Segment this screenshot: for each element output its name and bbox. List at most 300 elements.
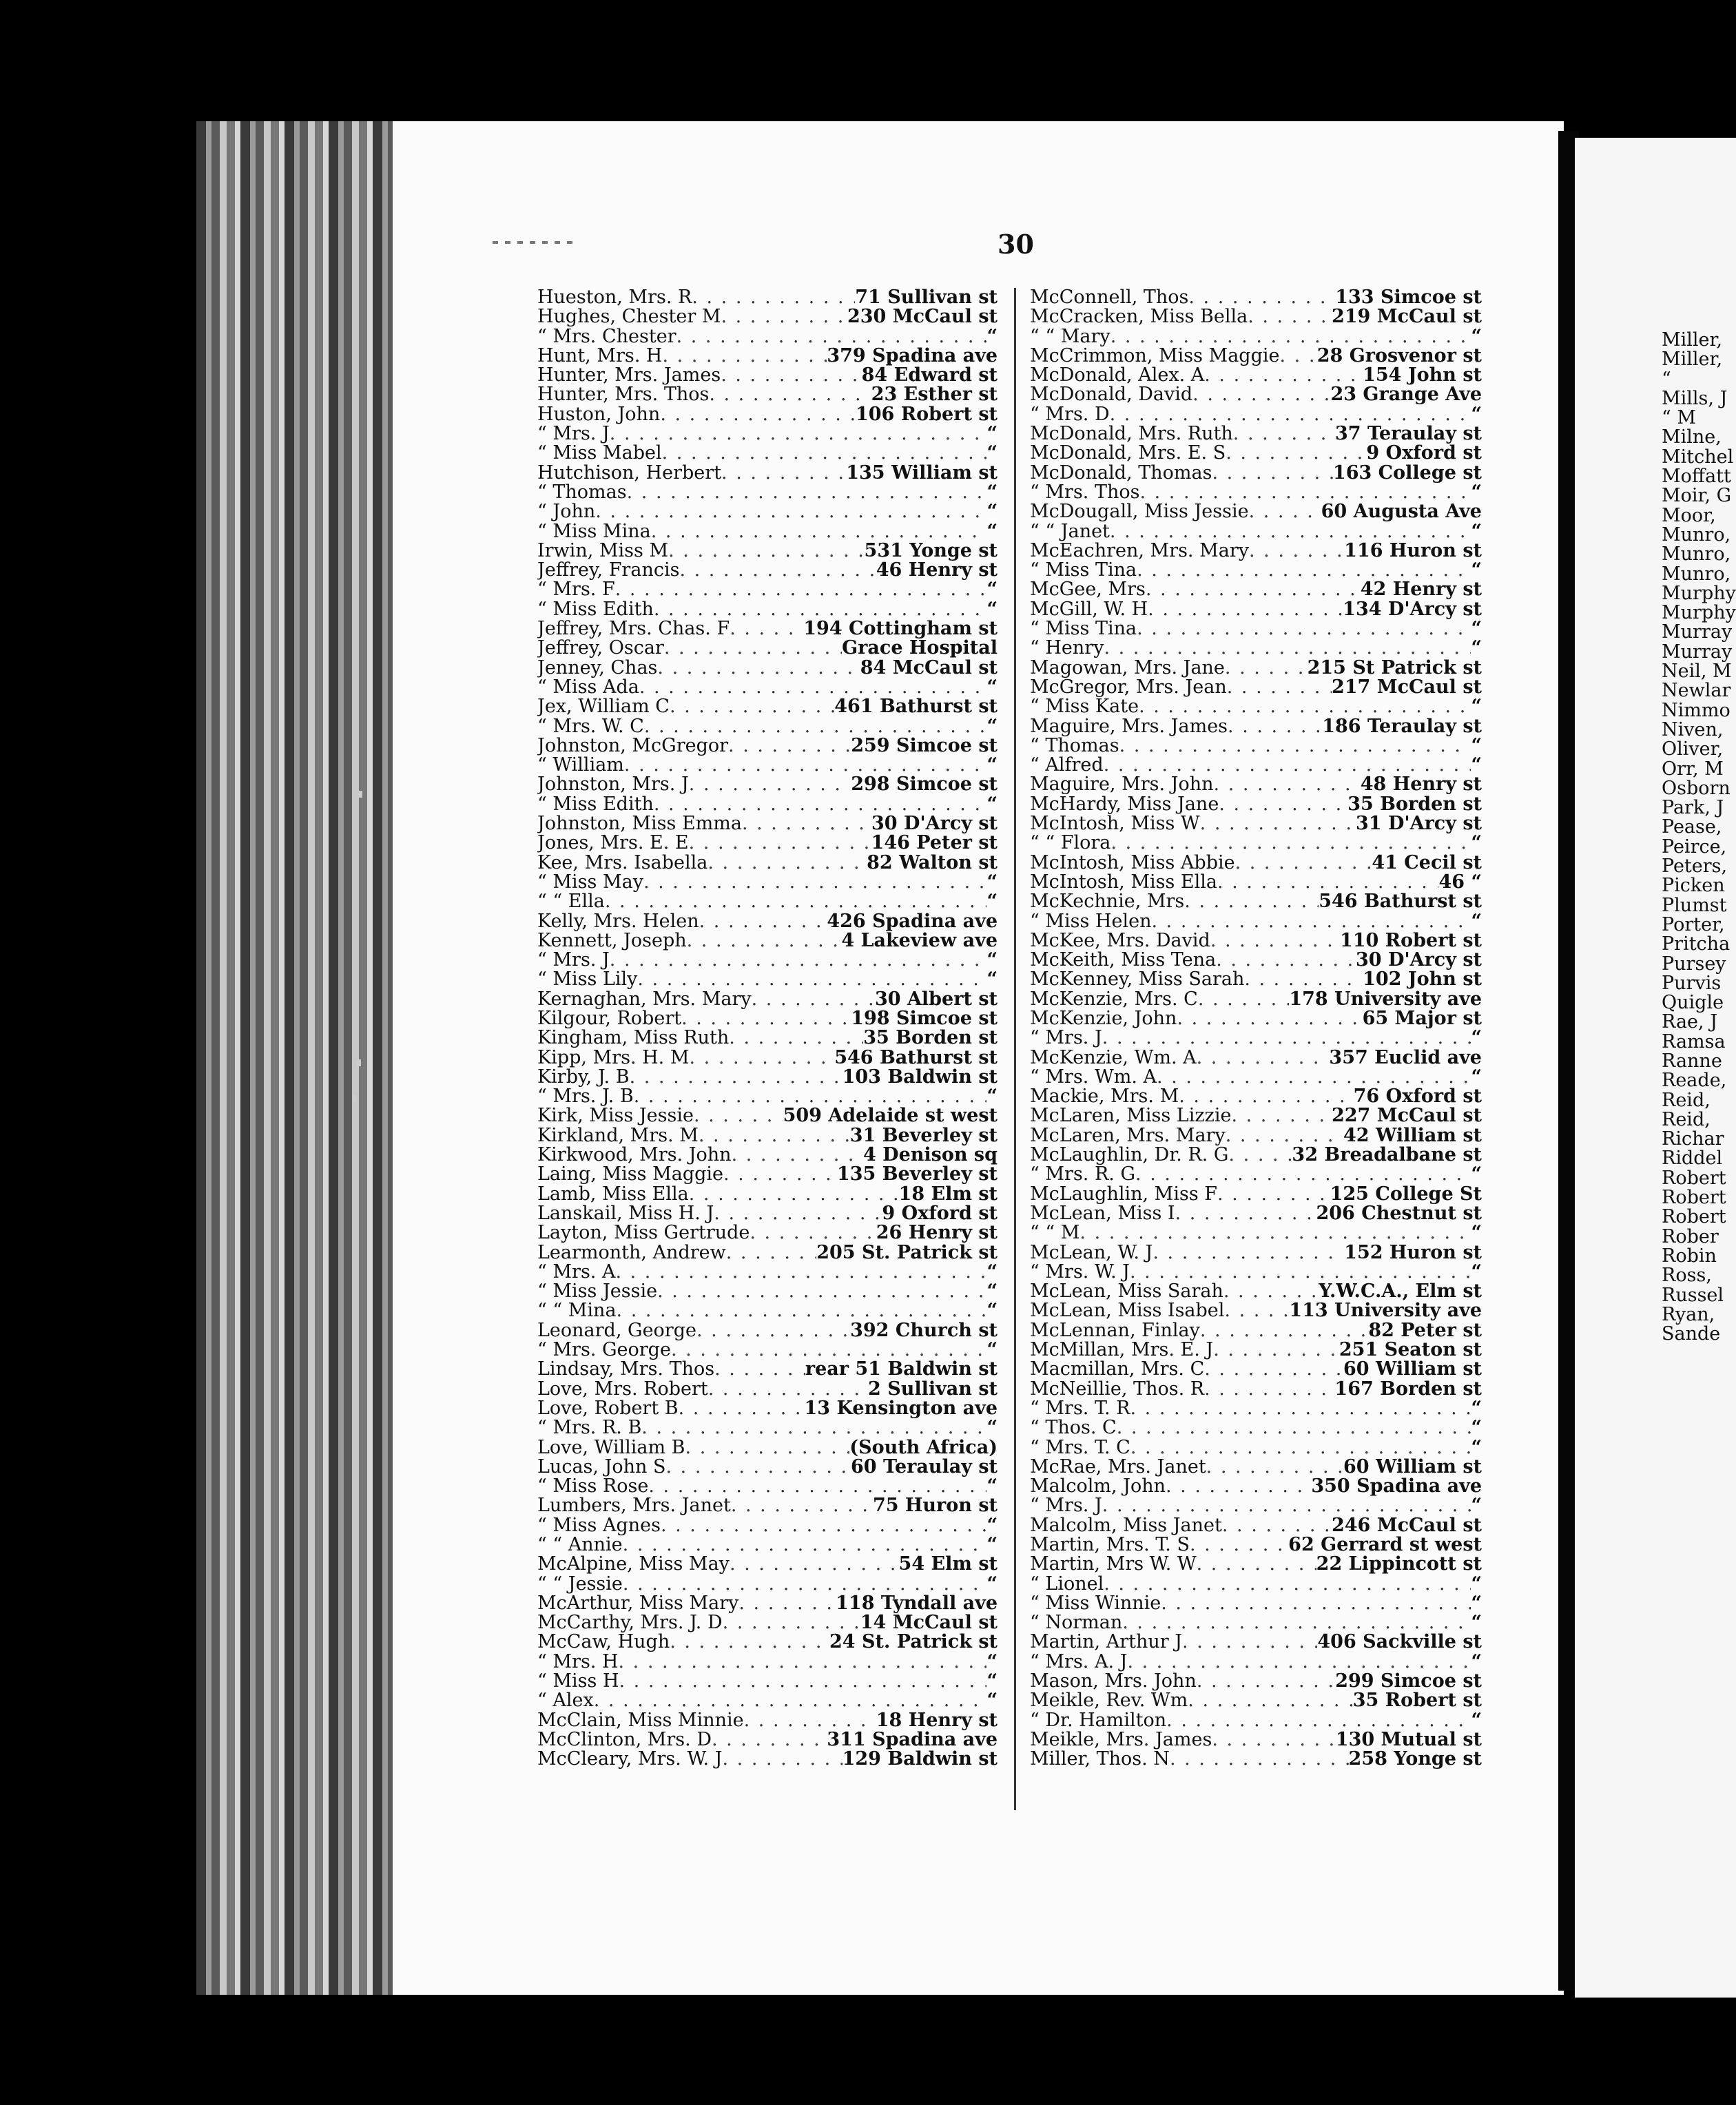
leader-dots — [615, 1263, 986, 1282]
entry-address: “ — [986, 521, 998, 541]
entry-address: “ — [986, 1574, 998, 1594]
leader-dots — [657, 1282, 986, 1301]
entry-address: 106 Robert st — [855, 404, 998, 425]
right-page-fragment: Murphy — [1662, 582, 1736, 604]
right-page-fragment: Munro, — [1662, 543, 1731, 566]
directory-entry — [537, 1613, 998, 1632]
leader-dots — [662, 346, 827, 366]
entry-address: 18 Henry st — [876, 1710, 998, 1730]
directory-entry — [537, 1263, 998, 1282]
right-page-fragment: Pease, — [1662, 816, 1722, 838]
leader-dots — [699, 1126, 850, 1145]
entry-address: “ — [1471, 404, 1482, 425]
directory-entry — [1030, 951, 1482, 970]
entry-address: 357 Euclid ave — [1329, 1048, 1482, 1068]
right-page-fragment: Niven, — [1662, 718, 1724, 740]
leader-dots — [692, 288, 855, 307]
entry-address: 102 John st — [1363, 970, 1482, 990]
leader-dots — [1177, 1009, 1362, 1028]
entry-address: 146 Peter st — [871, 833, 998, 853]
right-page-fragment: Miller, — [1662, 329, 1723, 351]
entry-address: 392 Church st — [850, 1320, 998, 1341]
entry-address: 54 Elm st — [898, 1555, 998, 1575]
leader-dots — [1222, 1516, 1332, 1535]
directory-entry — [537, 366, 998, 385]
entry-name: “ Miss Agnes — [537, 1515, 661, 1535]
directory-entry — [537, 990, 998, 1009]
directory-entry — [1030, 912, 1482, 931]
entry-address: “ — [986, 1262, 998, 1283]
right-page-fragment: Robert — [1662, 1167, 1726, 1189]
leader-dots — [623, 1575, 987, 1594]
entry-address: 205 St. Patrick st — [816, 1243, 998, 1263]
right-page-fragment: Peirce, — [1662, 836, 1727, 858]
directory-entry — [537, 639, 998, 658]
directory-entry — [1030, 659, 1482, 678]
entry-name: Hutchison, Herbert — [537, 463, 722, 483]
leader-dots — [722, 1750, 842, 1769]
entry-address: 41 Cecil st — [1372, 853, 1482, 873]
entry-name: Kennett, Joseph — [537, 931, 687, 951]
leader-dots — [670, 697, 834, 716]
directory-entry — [537, 659, 998, 678]
leader-dots — [1233, 424, 1335, 444]
right-page-fragment: Pursey — [1662, 953, 1726, 975]
directory-entry — [537, 1691, 998, 1710]
entry-name: McLaughlin, Dr. R. G — [1030, 1145, 1229, 1165]
entry-name: McIntosh, Miss W — [1030, 814, 1200, 834]
leader-dots — [750, 1223, 876, 1243]
column-divider — [1014, 288, 1016, 1810]
entry-address: 103 Baldwin st — [842, 1067, 998, 1088]
entry-name: McLaughlin, Miss F — [1030, 1184, 1217, 1204]
entry-address: 259 Simcoe st — [851, 736, 998, 756]
entry-address: 23 Grange Ave — [1330, 385, 1482, 405]
entry-name: Lumbers, Mrs. Janet — [537, 1496, 731, 1516]
entry-name: McKee, Mrs. David — [1030, 931, 1210, 951]
directory-entry — [537, 1418, 998, 1438]
leader-dots — [1197, 1048, 1330, 1068]
leader-dots — [1228, 717, 1322, 736]
entry-address: 135 Beverley st — [836, 1165, 998, 1185]
entry-address: “ — [986, 1282, 998, 1302]
entry-name: “ “ Annie — [537, 1535, 623, 1555]
directory-entry — [537, 1301, 998, 1320]
leader-dots — [1216, 951, 1356, 970]
entry-address: 60 William st — [1343, 1360, 1482, 1380]
entry-address: “ — [986, 502, 998, 522]
entry-name: Laing, Miss Maggie — [537, 1165, 723, 1185]
entry-address: 46 “ — [1438, 872, 1482, 893]
directory-entry — [537, 1535, 998, 1555]
entry-address: 461 Bathurst st — [834, 697, 998, 717]
directory-entry — [1030, 1282, 1482, 1301]
entry-name: McCarthy, Mrs. J. D — [537, 1613, 723, 1633]
leader-dots — [714, 1204, 882, 1223]
entry-name: “ Mrs. J — [1030, 1496, 1102, 1516]
leader-dots — [1157, 1068, 1471, 1087]
entry-address: “ — [1471, 911, 1482, 931]
entry-name: McLean, Miss I — [1030, 1203, 1175, 1224]
right-page-fragment: Plumst — [1662, 894, 1727, 916]
entry-name: Lanskail, Miss H. J — [537, 1203, 714, 1224]
entry-address: “ — [1471, 736, 1482, 756]
entry-address: “ — [986, 580, 998, 600]
right-page — [1575, 138, 1736, 1998]
page-speck — [358, 791, 362, 798]
right-page-fragment: Reid, — [1662, 1089, 1711, 1111]
directory-entry — [537, 385, 998, 404]
directory-entry — [1030, 873, 1482, 892]
entry-address: 82 Walton st — [867, 853, 998, 873]
leader-dots — [1204, 366, 1363, 385]
directory-entry — [1030, 756, 1482, 775]
entry-name: “ “ Flora — [1030, 833, 1111, 853]
directory-entry — [537, 307, 998, 326]
leader-dots — [1279, 346, 1316, 366]
leader-dots — [1137, 619, 1471, 639]
entry-address: “ — [1471, 1574, 1482, 1594]
entry-address: “ — [1471, 561, 1482, 581]
right-page-fragment: Ranne — [1662, 1050, 1722, 1072]
leader-dots — [694, 1106, 783, 1126]
right-page-fragment: Ramsa — [1662, 1030, 1726, 1052]
entry-name: “ Mrs. T. R — [1030, 1398, 1130, 1419]
entry-address: “ — [1471, 833, 1482, 853]
leader-dots — [1212, 1730, 1335, 1750]
entry-name: “ Mrs. A. J — [1030, 1652, 1128, 1672]
directory-entry — [537, 1516, 998, 1535]
directory-entry — [1030, 1594, 1482, 1613]
entry-address: “ — [1471, 1398, 1482, 1419]
entry-address: “ — [986, 424, 998, 444]
entry-name: “ Miss Helen — [1030, 911, 1152, 931]
entry-address: “ — [1471, 1652, 1482, 1672]
entry-name: “ Mrs. W. J — [1030, 1262, 1130, 1283]
directory-entry — [537, 327, 998, 346]
entry-address: “ — [986, 1672, 998, 1692]
entry-name: Love, William B — [537, 1438, 685, 1458]
entry-address: “ — [1471, 639, 1482, 659]
leader-dots — [1227, 678, 1332, 697]
right-page-fragment: Sande — [1662, 1323, 1721, 1345]
entry-name: McKenney, Miss Sarah — [1030, 970, 1245, 990]
directory-entry — [1030, 717, 1482, 736]
entry-address: “ — [1471, 1262, 1482, 1283]
leader-dots — [1217, 1185, 1330, 1204]
right-page-fragment: Orr, M — [1662, 758, 1724, 780]
entry-address: 65 Major st — [1362, 1008, 1482, 1029]
entry-address: 531 Yonge st — [864, 541, 998, 561]
directory-entry — [1030, 1496, 1482, 1515]
right-page-fragment: Nimmo — [1662, 699, 1730, 721]
directory-entry — [537, 795, 998, 814]
leader-dots — [679, 561, 876, 580]
leader-dots — [723, 1165, 837, 1184]
directory-entry — [1030, 1380, 1482, 1399]
entry-address: “ — [1471, 1593, 1482, 1614]
entry-address: “ — [986, 872, 998, 893]
entry-address: 116 Huron st — [1344, 541, 1482, 561]
leader-dots — [1110, 833, 1471, 853]
directory-entry — [1030, 1418, 1482, 1438]
right-page-fragment: Munro, — [1662, 523, 1731, 546]
directory-entry — [1030, 1185, 1482, 1204]
entry-name: Learmonth, Andrew — [537, 1243, 726, 1263]
entry-address: 299 Simcoe st — [1335, 1672, 1482, 1692]
directory-entry — [537, 288, 998, 307]
leader-dots — [654, 600, 987, 619]
entry-address: “ — [986, 1691, 998, 1711]
directory-entry — [1030, 346, 1482, 366]
leader-dots — [1225, 659, 1308, 678]
entry-name: McNeillie, Thos. R — [1030, 1379, 1205, 1399]
leader-dots — [676, 327, 987, 346]
leader-dots — [1127, 1652, 1471, 1672]
leader-dots — [1224, 1301, 1289, 1320]
directory-entry — [537, 1477, 998, 1496]
entry-name: Meikle, Mrs. James — [1030, 1730, 1212, 1750]
entry-name: “ “ M — [1030, 1223, 1080, 1243]
leader-dots — [1226, 1126, 1343, 1145]
entry-address: 4 Denison sq — [863, 1145, 998, 1165]
leader-dots — [1122, 1613, 1471, 1632]
directory-entry — [537, 1165, 998, 1184]
directory-entry — [1030, 1301, 1482, 1320]
entry-address: 4 Lakeview ave — [841, 931, 998, 951]
entry-name: “ Mrs. Wm. A — [1030, 1067, 1157, 1088]
entry-address: 546 Bathurst st — [834, 1048, 998, 1068]
entry-address: “ — [986, 444, 998, 464]
directory-entry — [1030, 385, 1482, 404]
leader-dots — [1130, 1438, 1471, 1458]
entry-address: “ — [1471, 1418, 1482, 1438]
right-page-fragment: Mitchel — [1662, 446, 1734, 468]
entry-address: 509 Adelaide st west — [783, 1106, 998, 1126]
entry-address: “ — [1471, 1165, 1482, 1185]
entry-address: 22 Lippincott st — [1316, 1555, 1482, 1575]
entry-name: “ Henry — [1030, 639, 1104, 659]
right-page-fragment: Osborn — [1662, 777, 1730, 799]
right-page-fragment: Murray — [1662, 641, 1733, 663]
entry-address: 13 Kensington ave — [804, 1398, 998, 1419]
leader-dots — [707, 853, 867, 873]
leader-dots — [1170, 1750, 1349, 1769]
entry-name: Kingham, Miss Ruth — [537, 1028, 730, 1048]
leader-dots — [1153, 1243, 1344, 1263]
entry-address: “ — [986, 794, 998, 815]
entry-address: 35 Borden st — [863, 1028, 998, 1048]
leader-dots — [1197, 1555, 1316, 1574]
entry-name: “ Thomas — [1030, 736, 1119, 756]
entry-name: “ Mrs. George — [537, 1340, 671, 1360]
directory-entry — [1030, 1691, 1482, 1710]
directory-entry — [1030, 1048, 1482, 1068]
entry-address: “ — [1471, 619, 1482, 639]
entry-address: 24 St. Patrick st — [829, 1632, 998, 1652]
entry-name: “ Miss May — [537, 872, 643, 893]
leader-dots — [1139, 483, 1471, 502]
entry-address: 37 Teraulay st — [1334, 424, 1482, 444]
entry-name: “ Mrs. W. C — [537, 716, 644, 736]
right-page-fragment: Milne, — [1662, 426, 1722, 448]
leader-dots — [644, 717, 987, 736]
entry-address: “ — [986, 1652, 998, 1672]
entry-address: 75 Huron st — [872, 1496, 998, 1516]
entry-name: McDonald, David — [1030, 385, 1193, 405]
directory-entry — [1030, 502, 1482, 521]
leader-dots — [657, 659, 860, 678]
right-page-fragment: Russel — [1662, 1284, 1724, 1306]
leader-dots — [689, 1048, 834, 1068]
entry-name: Jones, Mrs. E. E — [537, 833, 689, 853]
directory-entry — [1030, 892, 1482, 911]
leader-dots — [619, 1672, 987, 1691]
leader-dots — [605, 892, 987, 911]
entry-name: Mackie, Mrs. M — [1030, 1087, 1179, 1107]
right-page-fragment: Murray — [1662, 621, 1733, 643]
entry-name: McCleary, Mrs. W. J — [537, 1750, 723, 1770]
directory-entry — [537, 873, 998, 892]
entry-name: McLaren, Miss Lizzie — [1030, 1106, 1232, 1126]
entry-address: 42 William st — [1343, 1126, 1482, 1146]
leader-dots — [643, 873, 987, 892]
entry-address: “ — [986, 970, 998, 990]
directory-entry — [537, 1106, 998, 1126]
leader-dots — [1219, 795, 1347, 814]
directory-entry — [1030, 1730, 1482, 1750]
entry-name: “ Miss Winnie — [1030, 1593, 1161, 1614]
entry-name: “ Thomas — [537, 482, 627, 503]
leader-dots — [681, 1009, 851, 1028]
right-page-fragments — [1575, 331, 1736, 1344]
entry-name: “ Alex — [537, 1691, 594, 1711]
leader-dots — [624, 756, 987, 775]
directory-entry — [1030, 1009, 1482, 1028]
directory-entry — [537, 1223, 998, 1243]
directory-entry — [537, 600, 998, 619]
entry-name: “ Miss H — [537, 1672, 619, 1692]
entry-name: “ Miss Edith — [537, 599, 654, 620]
entry-address: 133 Simcoe st — [1335, 288, 1482, 308]
right-page-fragment: Moffatt — [1662, 466, 1731, 488]
directory-entry — [1030, 1165, 1482, 1184]
directory-entry — [537, 853, 998, 873]
entry-name: Johnston, McGregor — [537, 736, 729, 756]
entry-name: McClain, Miss Minnie — [537, 1710, 744, 1730]
leader-dots — [679, 1399, 805, 1418]
entry-name: “ Miss Edith — [537, 794, 654, 815]
entry-address: 35 Borden st — [1347, 794, 1482, 815]
right-page-fragment: “ M — [1662, 407, 1697, 429]
entry-address: 258 Yonge st — [1348, 1750, 1482, 1770]
leader-dots — [1204, 1360, 1343, 1379]
leader-dots — [1212, 464, 1332, 483]
right-page-fragment: Robin — [1662, 1245, 1717, 1267]
entry-address: 31 D'Arcy st — [1355, 814, 1482, 834]
leader-dots — [1182, 1632, 1317, 1652]
right-page-fragment: Miller, — [1662, 349, 1723, 371]
leader-dots — [1137, 561, 1471, 580]
leader-dots — [1104, 1575, 1471, 1594]
entry-name: Hunter, Mrs. Thos — [537, 385, 710, 405]
entry-name: Lucas, John S — [537, 1457, 666, 1477]
leader-dots — [1102, 1028, 1471, 1048]
directory-entry — [1030, 366, 1482, 385]
leader-dots — [1197, 1672, 1335, 1691]
entry-address: 546 Bathurst st — [1319, 892, 1482, 912]
entry-name: Malcolm, John — [1030, 1477, 1166, 1497]
right-page-fragment: “ — [1662, 368, 1671, 390]
entry-address: 178 University ave — [1289, 989, 1482, 1009]
leader-dots — [1249, 502, 1321, 521]
directory-entry — [1030, 833, 1482, 853]
directory-entry — [537, 561, 998, 580]
right-page-fragment: Picken — [1662, 875, 1725, 897]
entry-address: 198 Simcoe st — [851, 1008, 998, 1029]
leader-dots — [623, 1535, 987, 1555]
leader-dots — [1161, 1594, 1471, 1613]
right-page-fragment: Reid, — [1662, 1108, 1711, 1130]
right-page-fragment: Ross, — [1662, 1265, 1712, 1287]
entry-address: 48 Henry st — [1360, 775, 1482, 795]
directory-entry — [1030, 307, 1482, 326]
directory-entry — [1030, 1145, 1482, 1165]
entry-name: McDonald, Alex. A — [1030, 366, 1205, 386]
entry-name: “ Mrs. F — [537, 580, 615, 600]
entry-name: “ “ Mina — [537, 1301, 617, 1321]
directory-entry — [1030, 1223, 1482, 1243]
leader-dots — [689, 833, 871, 853]
entry-address: “ — [1471, 326, 1482, 346]
entry-address: 246 McCaul st — [1331, 1515, 1482, 1535]
entry-address: 215 St Patrick st — [1307, 658, 1482, 678]
directory-entry — [537, 1204, 998, 1223]
directory-entry — [537, 1711, 998, 1730]
leader-dots — [610, 424, 987, 444]
directory-entry — [1030, 795, 1482, 814]
entry-name: Leonard, George — [537, 1320, 696, 1341]
entry-address: “ — [1471, 1067, 1482, 1088]
leader-dots — [1229, 1145, 1292, 1165]
leader-dots — [730, 1555, 899, 1574]
directory-entry — [1030, 1028, 1482, 1048]
directory-entry — [537, 1750, 998, 1769]
entry-name: “ Miss Lily — [537, 970, 638, 990]
entry-name: Irwin, Miss M — [537, 541, 669, 561]
entry-name: Martin, Mrs. T. S — [1030, 1535, 1190, 1555]
leader-dots — [668, 541, 864, 561]
leader-dots — [1204, 1380, 1334, 1399]
entry-address: 135 William st — [846, 463, 998, 483]
leader-dots — [1148, 600, 1343, 619]
directory-entry — [537, 775, 998, 794]
directory-entry — [537, 1575, 998, 1594]
leader-dots — [1166, 1477, 1311, 1496]
directory-entry — [1030, 1106, 1482, 1126]
leader-dots — [630, 1068, 843, 1087]
right-page-fragment: Moir, G — [1662, 485, 1732, 507]
entry-address: “ — [1471, 1710, 1482, 1730]
entry-name: Huston, John — [537, 404, 661, 425]
leader-dots — [627, 483, 987, 502]
leader-dots — [1166, 1711, 1471, 1730]
entry-address: 227 McCaul st — [1331, 1106, 1482, 1126]
entry-name: Kirby, J. B — [537, 1067, 630, 1088]
entry-address: 230 McCaul st — [847, 307, 998, 327]
directory-entry — [537, 912, 998, 931]
directory-entry — [1030, 1438, 1482, 1458]
